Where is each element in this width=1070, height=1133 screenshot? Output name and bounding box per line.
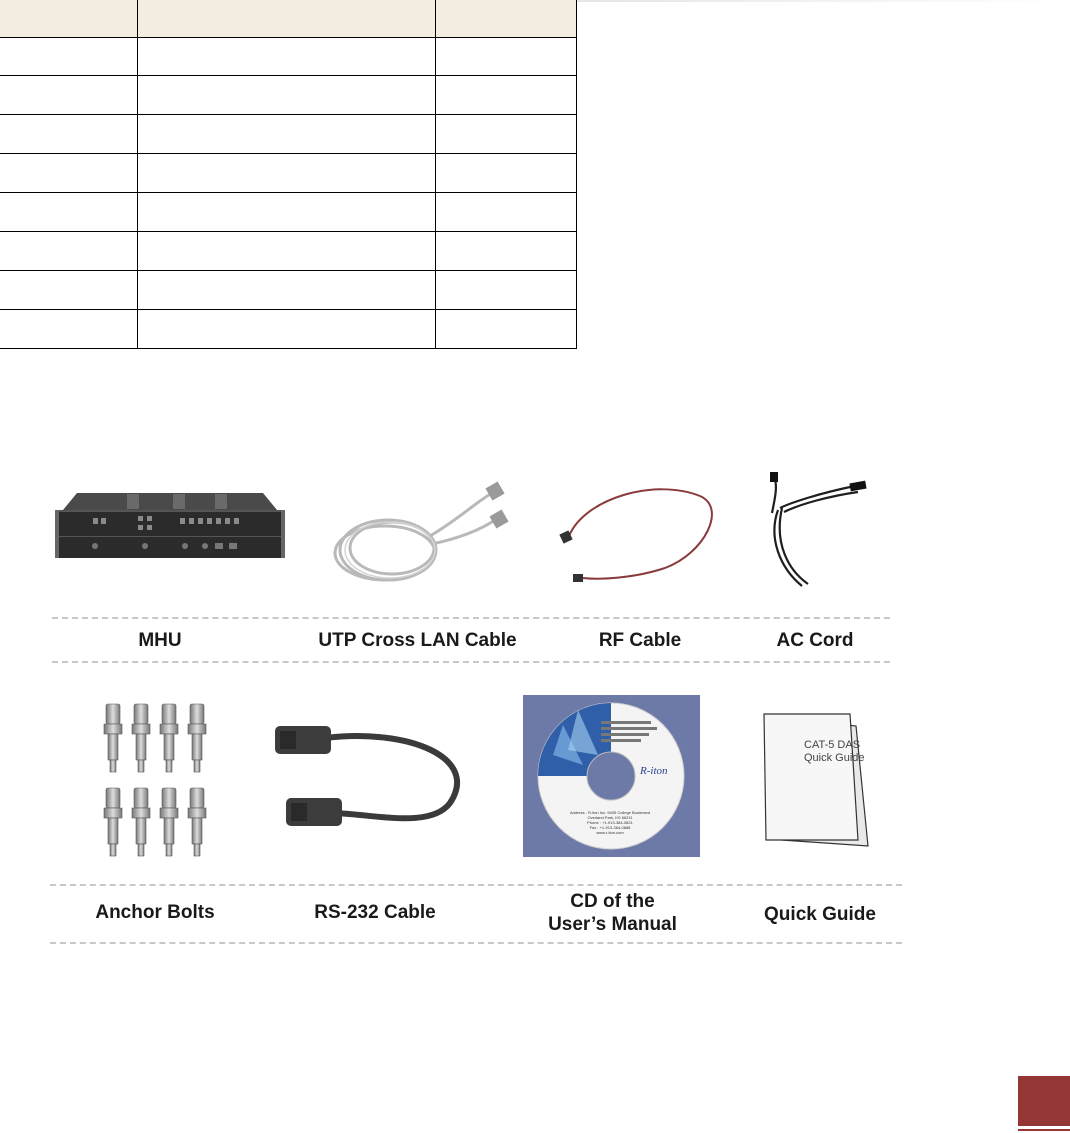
cd-address-line: Overland Park, KS 66211 [587,815,633,820]
divider-line [52,661,890,663]
quick-guide-line: CAT-5 DAS [804,739,861,751]
item-caption: Quick Guide [764,904,876,925]
mhu-image [55,488,285,573]
table-cell [436,154,577,193]
anchor-bolts-image [100,700,220,865]
header-cell [138,0,436,38]
table-cell [138,193,436,232]
cd-fax: Fax : +1-913-384-0888 [589,825,631,830]
table-cell [436,310,577,349]
table-cell [436,232,577,271]
caption-line: CD of the [570,891,655,912]
table-row [0,38,577,76]
header-cell [0,0,138,38]
rs232-cable-image [270,718,470,848]
cd-image [523,695,700,857]
item-caption: RS-232 Cable [314,902,436,923]
caption-line: User’s Manual [548,914,677,935]
item-caption: Anchor Bolts [95,902,215,923]
table-row [0,193,577,232]
table-row [0,271,577,310]
item-caption: RF Cable [598,630,682,651]
cd-phone: Phone : +1-913-384-0821 [587,820,633,825]
divider-line [50,884,902,886]
table-cell [0,115,138,154]
table-cell [436,115,577,154]
table-cell [0,193,138,232]
rf-cable-image [555,478,725,593]
table-cell [138,76,436,115]
table-cell [0,271,138,310]
table-cell [138,38,436,76]
table-cell [0,38,138,76]
table-cell [436,76,577,115]
table-cell [0,310,138,349]
quick-guide-image [760,712,870,857]
cd-address [555,810,665,835]
item-caption: AC Cord [776,630,854,651]
table-row [0,76,577,115]
table-cell [138,310,436,349]
table-row [0,232,577,271]
table-cell [0,232,138,271]
ac-cord-image [760,468,870,598]
page-tab-underline [1018,1129,1070,1131]
table-cell [0,154,138,193]
table-cell [138,115,436,154]
item-caption: MHU [138,630,182,651]
cd-address-line: Address : R-iton Inc. 9405 College Boulevard [569,810,651,815]
header-cell [436,0,577,38]
table-cell [436,38,577,76]
quick-guide-line: Quick Guide [804,752,865,764]
cd-brand: R-iton [640,765,668,777]
table-cell [436,193,577,232]
divider-line [50,942,902,944]
utp-cable-image [330,478,520,598]
cd-web: www.r-iton.com [596,830,624,835]
table-cell [138,154,436,193]
item-caption: UTP Cross LAN Cable [318,630,517,651]
page-number-tab [1018,1076,1070,1126]
package-contents-table [0,0,577,349]
item-caption [530,890,695,936]
table-cell [138,232,436,271]
table-cell [138,271,436,310]
quick-guide-text [804,739,865,765]
table-header-row [0,0,577,38]
table-cell [436,271,577,310]
table-cell [0,76,138,115]
divider-line [52,617,890,619]
table-row [0,310,577,349]
table-row [0,115,577,154]
table-row [0,154,577,193]
